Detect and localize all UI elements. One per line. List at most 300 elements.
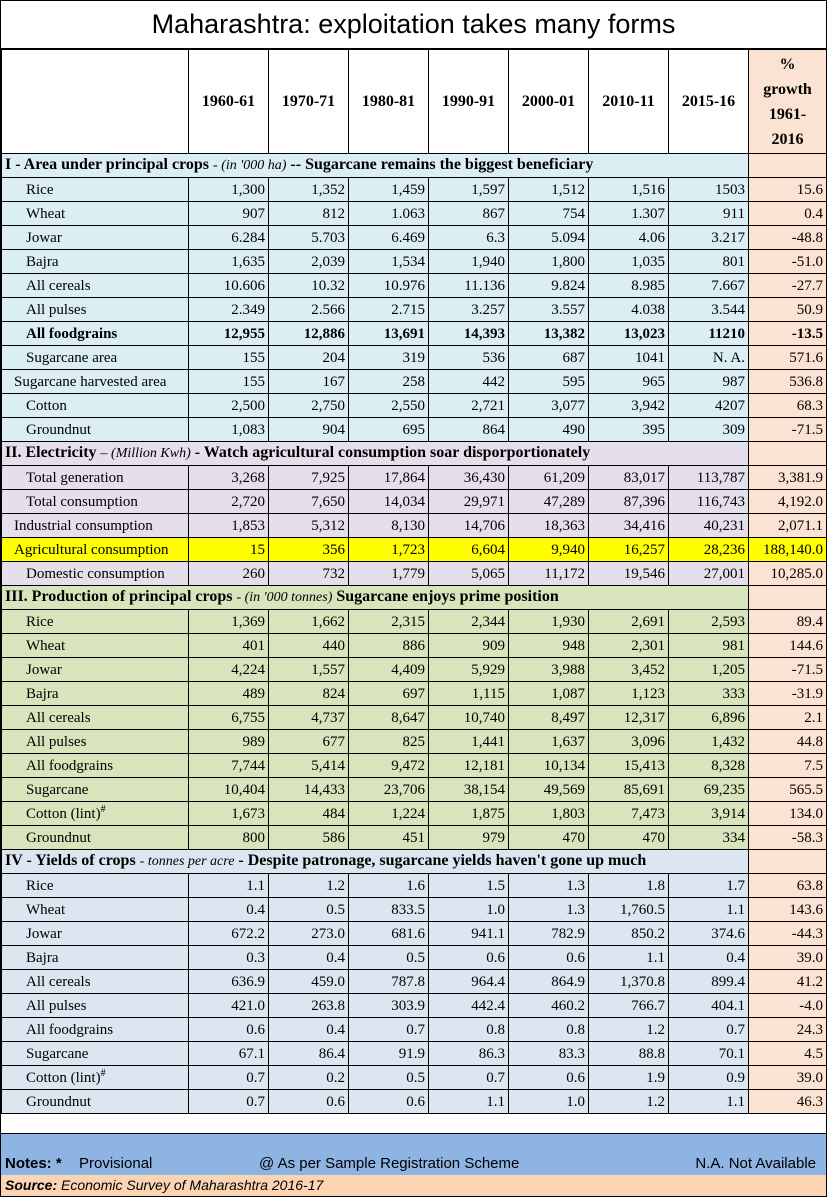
table-cell: 0.9 bbox=[669, 1066, 749, 1090]
header-growth-line: % bbox=[779, 55, 796, 73]
table-cell: 13,382 bbox=[509, 322, 589, 346]
row-label-text: Wheat bbox=[26, 205, 66, 222]
table-cell: 1,803 bbox=[509, 802, 589, 826]
table-cell: 0.3 bbox=[189, 946, 269, 970]
growth-cell: 4,192.0 bbox=[749, 490, 827, 514]
table-cell: 459.0 bbox=[269, 970, 349, 994]
growth-cell: 3,381.9 bbox=[749, 466, 827, 490]
table-cell: 0.2 bbox=[269, 1066, 349, 1090]
row-label-text: Rice bbox=[26, 877, 54, 894]
row-label-text: All pulses bbox=[26, 997, 87, 1014]
table-row bbox=[2, 922, 827, 946]
table-cell: 0.5 bbox=[349, 1066, 429, 1090]
table-cell: 979 bbox=[429, 826, 509, 850]
table-cell: 6.3 bbox=[429, 226, 509, 250]
table-cell: 1,516 bbox=[589, 178, 669, 202]
row-label-text: Jowar bbox=[26, 925, 62, 942]
table-row bbox=[2, 490, 827, 514]
table-cell: 2,593 bbox=[669, 610, 749, 634]
row-label-text: Groundnut bbox=[26, 829, 91, 846]
table-cell: 14,706 bbox=[429, 514, 509, 538]
table-cell: 1,512 bbox=[509, 178, 589, 202]
table-cell: 0.6 bbox=[349, 1090, 429, 1114]
table-cell: 8.985 bbox=[589, 274, 669, 298]
growth-cell: -71.5 bbox=[749, 658, 827, 682]
table-cell: 1,637 bbox=[509, 730, 589, 754]
table-cell: 16,257 bbox=[589, 538, 669, 562]
table-cell: 1,875 bbox=[429, 802, 509, 826]
table-cell: 2.715 bbox=[349, 298, 429, 322]
table-cell: 697 bbox=[349, 682, 429, 706]
growth-cell: 144.6 bbox=[749, 634, 827, 658]
table-cell: 440 bbox=[269, 634, 349, 658]
table-cell: 319 bbox=[349, 346, 429, 370]
table-cell: 801 bbox=[669, 250, 749, 274]
table-cell: 470 bbox=[589, 826, 669, 850]
table-cell: 6.469 bbox=[349, 226, 429, 250]
growth-cell: 39.0 bbox=[749, 1066, 827, 1090]
table-cell: 0.6 bbox=[189, 1018, 269, 1042]
growth-cell: 565.5 bbox=[749, 778, 827, 802]
table-cell: 7,650 bbox=[269, 490, 349, 514]
growth-cell: -4.0 bbox=[749, 994, 827, 1018]
section-title-cell bbox=[2, 586, 749, 610]
growth-cell: 188,140.0 bbox=[749, 538, 827, 562]
row-label-text: Jowar bbox=[26, 229, 62, 246]
table-cell: 83,017 bbox=[589, 466, 669, 490]
section-title-cell bbox=[2, 850, 749, 874]
table-row bbox=[2, 706, 827, 730]
row-label-text: All cereals bbox=[26, 973, 91, 990]
table-cell: 1503 bbox=[669, 178, 749, 202]
table-cell: 754 bbox=[509, 202, 589, 226]
table-cell: 2.566 bbox=[269, 298, 349, 322]
page-title: Maharashtra: exploitation takes many forms bbox=[1, 1, 826, 49]
table-cell: 12,181 bbox=[429, 754, 509, 778]
row-label bbox=[2, 226, 189, 250]
section-growth-blank bbox=[749, 850, 827, 874]
table-cell: 5,929 bbox=[429, 658, 509, 682]
table-cell: 1.9 bbox=[589, 1066, 669, 1090]
table-cell: 11210 bbox=[669, 322, 749, 346]
table-cell: 0.7 bbox=[429, 1066, 509, 1090]
table-cell: 0.6 bbox=[509, 1066, 589, 1090]
table-cell: 1,083 bbox=[189, 418, 269, 442]
table-cell: 8,647 bbox=[349, 706, 429, 730]
header-blank bbox=[2, 50, 189, 154]
table-cell: 70.1 bbox=[669, 1042, 749, 1066]
table-cell: 5.094 bbox=[509, 226, 589, 250]
table-cell: 15 bbox=[189, 538, 269, 562]
growth-cell: 39.0 bbox=[749, 946, 827, 970]
table-cell: 1,300 bbox=[189, 178, 269, 202]
growth-cell: 571.6 bbox=[749, 346, 827, 370]
table-cell: 1,370.8 bbox=[589, 970, 669, 994]
section-title: II. Electricity bbox=[5, 444, 97, 461]
row-label bbox=[2, 394, 189, 418]
table-cell: 0.4 bbox=[189, 898, 269, 922]
table-row bbox=[2, 322, 827, 346]
table-cell: 1.1 bbox=[189, 874, 269, 898]
growth-cell: 10,285.0 bbox=[749, 562, 827, 586]
table-cell: 782.9 bbox=[509, 922, 589, 946]
table-row bbox=[2, 370, 827, 394]
table-cell: 2,301 bbox=[589, 634, 669, 658]
row-label-text: Wheat bbox=[26, 901, 66, 918]
table-row bbox=[2, 1018, 827, 1042]
row-label-footnote: # bbox=[100, 1067, 106, 1079]
table-cell: 489 bbox=[189, 682, 269, 706]
table-cell: 91.9 bbox=[349, 1042, 429, 1066]
table-cell: 1,035 bbox=[589, 250, 669, 274]
table-cell: 61,209 bbox=[509, 466, 589, 490]
table-cell: 309 bbox=[669, 418, 749, 442]
row-label-text: All foodgrains bbox=[26, 325, 118, 342]
row-label bbox=[2, 778, 189, 802]
row-label-text: Rice bbox=[26, 613, 54, 630]
table-cell: 4,737 bbox=[269, 706, 349, 730]
table-cell: 787.8 bbox=[349, 970, 429, 994]
table-cell: 0.6 bbox=[509, 946, 589, 970]
table-cell: 7,925 bbox=[269, 466, 349, 490]
table-cell: 34,416 bbox=[589, 514, 669, 538]
table-cell: 1.3 bbox=[509, 874, 589, 898]
section-title-cell bbox=[2, 154, 749, 178]
source-label: Source: bbox=[5, 1177, 58, 1193]
section-note: - Despite patronage, sugarcane yields haven't gone up much bbox=[238, 852, 647, 869]
table-row bbox=[2, 202, 827, 226]
table-cell: 681.6 bbox=[349, 922, 429, 946]
source-bar bbox=[1, 1175, 826, 1196]
section-unit: - tonnes per acre bbox=[139, 854, 235, 869]
table-cell: 8,497 bbox=[509, 706, 589, 730]
table-cell: 12,317 bbox=[589, 706, 669, 730]
row-label bbox=[2, 274, 189, 298]
table-cell: 0.4 bbox=[269, 1018, 349, 1042]
table-row bbox=[2, 610, 827, 634]
table-cell: 6,755 bbox=[189, 706, 269, 730]
table-cell: 1.6 bbox=[349, 874, 429, 898]
table-cell: 10.606 bbox=[189, 274, 269, 298]
row-label bbox=[2, 634, 189, 658]
row-label-text: Sugarcane bbox=[26, 781, 89, 798]
table-cell: 766.7 bbox=[589, 994, 669, 1018]
table-cell: 1,723 bbox=[349, 538, 429, 562]
row-label bbox=[2, 946, 189, 970]
table-cell: 3.557 bbox=[509, 298, 589, 322]
row-label bbox=[2, 562, 189, 586]
table-cell: 3,914 bbox=[669, 802, 749, 826]
table-cell: 2,750 bbox=[269, 394, 349, 418]
table-row bbox=[2, 394, 827, 418]
table-row bbox=[2, 802, 827, 826]
row-label-text: All foodgrains bbox=[26, 1021, 114, 1038]
table-cell: 11,172 bbox=[509, 562, 589, 586]
table-row bbox=[2, 1090, 827, 1114]
header-year: 2015-16 bbox=[669, 50, 749, 154]
header-year: 1980-81 bbox=[349, 50, 429, 154]
table-cell: 404.1 bbox=[669, 994, 749, 1018]
table-cell: 8,328 bbox=[669, 754, 749, 778]
growth-cell: -44.3 bbox=[749, 922, 827, 946]
growth-cell: 7.5 bbox=[749, 754, 827, 778]
table-cell: 7.667 bbox=[669, 274, 749, 298]
growth-cell: 4.5 bbox=[749, 1042, 827, 1066]
table-cell: 0.4 bbox=[269, 946, 349, 970]
table-cell: 867 bbox=[429, 202, 509, 226]
row-label bbox=[2, 322, 189, 346]
table-cell: 86.3 bbox=[429, 1042, 509, 1066]
row-label-text: Sugarcane bbox=[26, 1045, 89, 1062]
table-row bbox=[2, 778, 827, 802]
table-cell: 3,988 bbox=[509, 658, 589, 682]
table-cell: 6,604 bbox=[429, 538, 509, 562]
row-label-text: All cereals bbox=[26, 709, 91, 726]
table-cell: 1,123 bbox=[589, 682, 669, 706]
section-header-row bbox=[2, 154, 827, 178]
table-cell: 2,315 bbox=[349, 610, 429, 634]
table-cell: 333 bbox=[669, 682, 749, 706]
table-cell: 15,413 bbox=[589, 754, 669, 778]
table-cell: 17,864 bbox=[349, 466, 429, 490]
header-year: 1970-71 bbox=[269, 50, 349, 154]
table-cell: 69,235 bbox=[669, 778, 749, 802]
table-cell: 10,740 bbox=[429, 706, 509, 730]
growth-cell: 24.3 bbox=[749, 1018, 827, 1042]
table-cell: 850.2 bbox=[589, 922, 669, 946]
header-growth bbox=[749, 50, 827, 154]
table-cell: 0.7 bbox=[189, 1090, 269, 1114]
table-cell: 14,433 bbox=[269, 778, 349, 802]
table-cell: 1,441 bbox=[429, 730, 509, 754]
table-cell: 3,096 bbox=[589, 730, 669, 754]
table-cell: 0.8 bbox=[509, 1018, 589, 1042]
table-cell: 586 bbox=[269, 826, 349, 850]
header-growth-line: 2016 bbox=[771, 130, 804, 148]
row-label bbox=[2, 802, 189, 826]
table-cell: 1.0 bbox=[429, 898, 509, 922]
table-cell: 0.4 bbox=[669, 946, 749, 970]
table-cell: 6,896 bbox=[669, 706, 749, 730]
data-table bbox=[1, 49, 827, 1114]
table-cell: 1.5 bbox=[429, 874, 509, 898]
section-growth-blank bbox=[749, 442, 827, 466]
table-cell: 273.0 bbox=[269, 922, 349, 946]
row-label bbox=[2, 298, 189, 322]
table-cell: 5,312 bbox=[269, 514, 349, 538]
table-cell: 864.9 bbox=[509, 970, 589, 994]
table-cell: 204 bbox=[269, 346, 349, 370]
growth-cell: 15.6 bbox=[749, 178, 827, 202]
table-cell: 47,289 bbox=[509, 490, 589, 514]
table-cell: 5,414 bbox=[269, 754, 349, 778]
table-row bbox=[2, 178, 827, 202]
table-cell: 4,409 bbox=[349, 658, 429, 682]
table-cell: 1,352 bbox=[269, 178, 349, 202]
table-cell: 981 bbox=[669, 634, 749, 658]
table-cell: 155 bbox=[189, 370, 269, 394]
table-cell: 1.2 bbox=[589, 1090, 669, 1114]
table-cell: 941.1 bbox=[429, 922, 509, 946]
section-title: I - Area under principal crops bbox=[5, 156, 210, 173]
table-cell: 334 bbox=[669, 826, 749, 850]
row-label-text: Bajra bbox=[26, 685, 59, 702]
section-header-row bbox=[2, 586, 827, 610]
header-year: 2010-11 bbox=[589, 50, 669, 154]
table-row bbox=[2, 994, 827, 1018]
table-cell: 10.976 bbox=[349, 274, 429, 298]
growth-cell: -13.5 bbox=[749, 322, 827, 346]
table-cell: 2,344 bbox=[429, 610, 509, 634]
row-label-text: All cereals bbox=[26, 277, 91, 294]
table-cell: 899.4 bbox=[669, 970, 749, 994]
row-label bbox=[2, 250, 189, 274]
table-cell: 421.0 bbox=[189, 994, 269, 1018]
row-label-text: Agricultural consumption bbox=[14, 541, 169, 558]
row-label-text: Cotton (lint) bbox=[26, 805, 101, 822]
table-cell: 263.8 bbox=[269, 994, 349, 1018]
table-cell: 29,971 bbox=[429, 490, 509, 514]
table-cell: 965 bbox=[589, 370, 669, 394]
table-cell: 1,597 bbox=[429, 178, 509, 202]
table-cell: 1041 bbox=[589, 346, 669, 370]
table-cell: 3.217 bbox=[669, 226, 749, 250]
table-cell: 0.6 bbox=[429, 946, 509, 970]
table-cell: 12,886 bbox=[269, 322, 349, 346]
table-cell: 3,942 bbox=[589, 394, 669, 418]
table-cell: 258 bbox=[349, 370, 429, 394]
table-cell: 19,546 bbox=[589, 562, 669, 586]
table-cell: 83.3 bbox=[509, 1042, 589, 1066]
table-row bbox=[2, 250, 827, 274]
section-header-row bbox=[2, 442, 827, 466]
row-label bbox=[2, 1066, 189, 1090]
table-cell: 1.063 bbox=[349, 202, 429, 226]
table-cell: 13,691 bbox=[349, 322, 429, 346]
table-cell: 695 bbox=[349, 418, 429, 442]
table-cell: 1.307 bbox=[589, 202, 669, 226]
table-cell: 260 bbox=[189, 562, 269, 586]
notes-sample-registration: @ As per Sample Registration Scheme bbox=[259, 1155, 520, 1172]
row-label-text: All foodgrains bbox=[26, 757, 114, 774]
table-cell: 10,134 bbox=[509, 754, 589, 778]
growth-cell: 44.8 bbox=[749, 730, 827, 754]
table-cell: 732 bbox=[269, 562, 349, 586]
table-cell: 27,001 bbox=[669, 562, 749, 586]
table-cell: 0.8 bbox=[429, 1018, 509, 1042]
source-text: Economic Survey of Maharashtra 2016-17 bbox=[61, 1177, 324, 1193]
table-row bbox=[2, 874, 827, 898]
table-cell: 1.7 bbox=[669, 874, 749, 898]
table-cell: 2,550 bbox=[349, 394, 429, 418]
table-cell: 1.1 bbox=[429, 1090, 509, 1114]
table-cell: 4.06 bbox=[589, 226, 669, 250]
table-cell: 1,662 bbox=[269, 610, 349, 634]
table-cell: 2,039 bbox=[269, 250, 349, 274]
table-row bbox=[2, 514, 827, 538]
row-label bbox=[2, 826, 189, 850]
table-cell: 0.7 bbox=[669, 1018, 749, 1042]
table-cell: 12,955 bbox=[189, 322, 269, 346]
table-row bbox=[2, 562, 827, 586]
table-cell: 14,034 bbox=[349, 490, 429, 514]
table-cell: 303.9 bbox=[349, 994, 429, 1018]
row-label bbox=[2, 1090, 189, 1114]
notes-not-available: N.A. Not Available bbox=[695, 1155, 816, 1172]
row-label-text: Industrial consumption bbox=[14, 517, 153, 534]
table-cell: 1,930 bbox=[509, 610, 589, 634]
table-cell: 1,760.5 bbox=[589, 898, 669, 922]
row-label-text: Sugarcane area bbox=[26, 349, 118, 366]
row-label bbox=[2, 538, 189, 562]
table-cell: 3,077 bbox=[509, 394, 589, 418]
growth-cell: 89.4 bbox=[749, 610, 827, 634]
row-label-text: Bajra bbox=[26, 253, 59, 270]
row-label-text: Cotton (lint) bbox=[26, 1069, 101, 1086]
table-cell: 1,800 bbox=[509, 250, 589, 274]
table-cell: 401 bbox=[189, 634, 269, 658]
table-cell: 484 bbox=[269, 802, 349, 826]
table-cell: 36,430 bbox=[429, 466, 509, 490]
row-label bbox=[2, 970, 189, 994]
table-cell: 1,557 bbox=[269, 658, 349, 682]
table-cell: 1.3 bbox=[509, 898, 589, 922]
row-label bbox=[2, 202, 189, 226]
row-label-text: Jowar bbox=[26, 661, 62, 678]
row-label bbox=[2, 490, 189, 514]
notes-label: Notes: * bbox=[5, 1155, 62, 1172]
table-cell: 88.8 bbox=[589, 1042, 669, 1066]
section-title: IV - Yields of crops bbox=[5, 852, 136, 869]
notes-bar bbox=[1, 1133, 826, 1176]
header-year: 1990-91 bbox=[429, 50, 509, 154]
table-cell: 989 bbox=[189, 730, 269, 754]
table-cell: 3.544 bbox=[669, 298, 749, 322]
table-cell: 9,472 bbox=[349, 754, 429, 778]
growth-cell: -48.8 bbox=[749, 226, 827, 250]
table-cell: 4.038 bbox=[589, 298, 669, 322]
table-cell: 49,569 bbox=[509, 778, 589, 802]
growth-cell: 134.0 bbox=[749, 802, 827, 826]
growth-cell: 68.3 bbox=[749, 394, 827, 418]
growth-cell: -51.0 bbox=[749, 250, 827, 274]
table-cell: 909 bbox=[429, 634, 509, 658]
table-cell: 86.4 bbox=[269, 1042, 349, 1066]
growth-cell: 0.4 bbox=[749, 202, 827, 226]
table-cell: 1,673 bbox=[189, 802, 269, 826]
section-unit: - (in '000 tonnes) bbox=[236, 590, 333, 605]
table-cell: 10,404 bbox=[189, 778, 269, 802]
table-body bbox=[2, 50, 827, 1114]
header-growth-line: growth bbox=[763, 80, 812, 98]
table-row bbox=[2, 658, 827, 682]
table-row bbox=[2, 538, 827, 562]
table-cell: 113,787 bbox=[669, 466, 749, 490]
growth-cell: 41.2 bbox=[749, 970, 827, 994]
row-label bbox=[2, 1042, 189, 1066]
table-cell: 23,706 bbox=[349, 778, 429, 802]
table-cell: 4207 bbox=[669, 394, 749, 418]
row-label-text: Total generation bbox=[26, 469, 124, 486]
growth-cell: -27.7 bbox=[749, 274, 827, 298]
table-cell: 85,691 bbox=[589, 778, 669, 802]
table-cell: 1,940 bbox=[429, 250, 509, 274]
section-note: - Watch agricultural consumption soar disporportionately bbox=[194, 444, 591, 461]
table-cell: 1.1 bbox=[589, 946, 669, 970]
table-cell: 8,130 bbox=[349, 514, 429, 538]
table-cell: 0.7 bbox=[189, 1066, 269, 1090]
row-label bbox=[2, 874, 189, 898]
